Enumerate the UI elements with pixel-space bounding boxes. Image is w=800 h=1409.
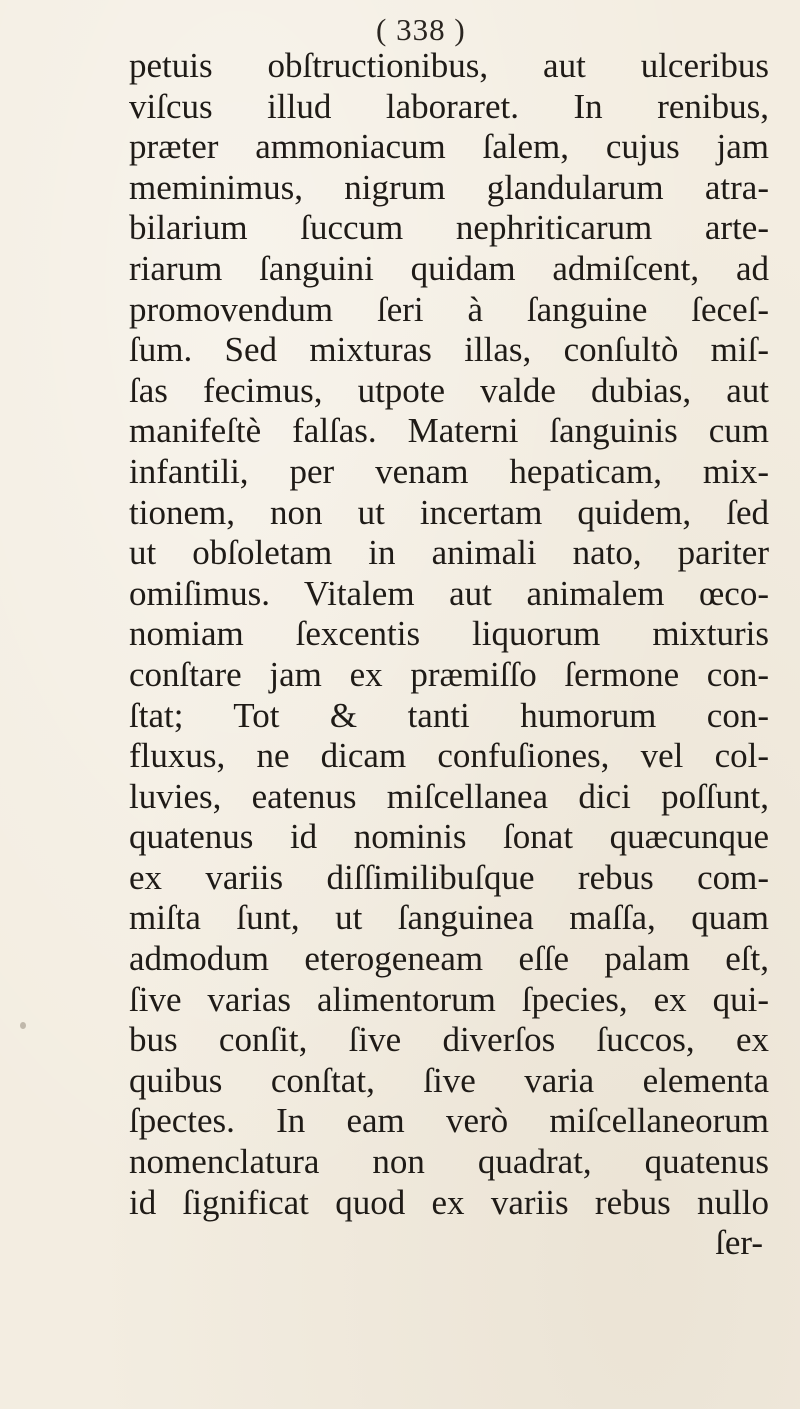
text-line: infantili, per venam hepaticam, mix- <box>129 451 769 491</box>
body-text <box>129 46 769 1264</box>
paper-speck <box>20 1022 26 1029</box>
text-line: ſum. Sed mixturas illas, conſultò miſ- <box>129 330 769 370</box>
text-line: fluxus, ne dicam confuſiones, vel col- <box>129 736 769 776</box>
text-line: nomenclatura non quadrat, quatenus <box>129 1142 769 1182</box>
text-line: meminimus, nigrum glandularum atra- <box>129 167 769 207</box>
text-line: nomiam ſexcentis liquorum mixturis <box>129 614 769 654</box>
text-line: bus conſit, ſive diverſos ſuccos, ex <box>129 1020 769 1060</box>
page-number: ( 338 ) <box>376 12 466 47</box>
text-line: promovendum ſeri à ſanguine ſeceſ- <box>129 289 769 329</box>
text-line: præter ammoniacum ſalem, cujus jam <box>129 127 769 167</box>
text-line: ſpectes. In eam verò miſcellaneorum <box>129 1101 769 1141</box>
text-line: tionem, non ut incertam quidem, ſed <box>129 492 769 532</box>
text-line: ut obſoletam in animali nato, pariter <box>129 533 769 573</box>
text-line: quibus conſtat, ſive varia elementa <box>129 1060 769 1100</box>
text-line: id ſignificat quod ex variis rebus nullo <box>129 1182 769 1222</box>
text-line: viſcus illud laboraret. In renibus, <box>129 86 769 126</box>
text-line: manifeſtè falſas. Materni ſanguinis cum <box>129 411 769 451</box>
text-line: omiſimus. Vitalem aut animalem œco- <box>129 573 769 613</box>
text-line: luvies, eatenus miſcellanea dici poſſunt, <box>129 776 769 816</box>
text-line: admodum eterogeneam eſſe palam eſt, <box>129 939 769 979</box>
text-line: ſtat; Tot & tanti humorum con- <box>129 695 769 735</box>
text-line: ex variis diſſimilibuſque rebus com- <box>129 857 769 897</box>
catchword: ſer- <box>715 1223 763 1263</box>
text-line: riarum ſanguini quidam admiſcent, ad <box>129 248 769 288</box>
text-line: ſas fecimus, utpote valde dubias, aut <box>129 370 769 410</box>
text-line: petuis obſtructionibus, aut ulceribus <box>129 46 769 85</box>
text-line: bilarium ſuccum nephriticarum arte- <box>129 208 769 248</box>
text-line: miſta ſunt, ut ſanguinea maſſa, quam <box>129 898 769 938</box>
text-line: ſive varias alimentorum ſpecies, ex qui- <box>129 979 769 1019</box>
text-line: conſtare jam ex præmiſſo ſermone con- <box>129 654 769 694</box>
text-line: quatenus id nominis ſonat quæcunque <box>129 817 769 857</box>
